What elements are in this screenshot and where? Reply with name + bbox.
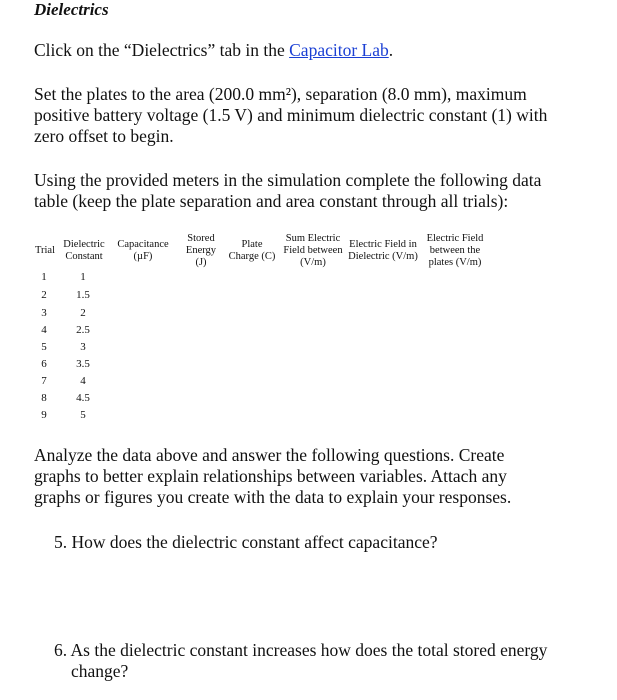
- table-line-2: table (keep the plate separation and area constant through all trials):: [34, 191, 509, 211]
- row-7-trial: 7: [41, 375, 47, 387]
- header-plate-charge: [222, 239, 282, 263]
- capacitor-lab-link[interactable]: Capacitor Lab: [289, 40, 389, 60]
- header-capacitance: [112, 239, 174, 263]
- setup-line-3: zero offset to begin.: [34, 126, 174, 146]
- section-heading: Dielectrics: [34, 0, 109, 19]
- row-2-trial: 2: [41, 289, 47, 301]
- header-energy-l2: Energy: [185, 245, 217, 256]
- header-sum-field-l3: (V/m): [300, 257, 326, 268]
- question-5: 5. How does the dielectric constant affect capacitance?: [54, 532, 438, 552]
- header-field-dielectric: [344, 239, 422, 263]
- setup-line-1: Set the plates to the area (200.0 mm²), separation (8.0 mm), maximum: [34, 84, 527, 104]
- analysis-line-1: Analyze the data above and answer the following questions. Create: [34, 445, 505, 465]
- row-4-dielectric: 2.5: [76, 324, 90, 336]
- header-dielectric-l2: Constant: [65, 251, 103, 262]
- row-6-dielectric: 3.5: [76, 358, 90, 370]
- header-sum-field-l1: Sum Electric: [285, 233, 341, 244]
- row-4-trial: 4: [41, 324, 47, 336]
- question-6-line-2: change?: [71, 661, 129, 681]
- row-9-trial: 9: [41, 409, 47, 421]
- header-field-dielectric-l2: Dielectric (V/m): [348, 251, 418, 262]
- header-charge-l2: Charge (C): [228, 251, 276, 262]
- row-2-dielectric: 1.5: [76, 289, 90, 301]
- analysis-instructions: [34, 445, 604, 508]
- row-5-trial: 5: [41, 341, 47, 353]
- row-1-trial: 1: [41, 271, 47, 283]
- header-field-plates-l3: plates (V/m): [428, 257, 482, 268]
- header-sum-field: [280, 233, 346, 269]
- header-energy-l3: (J): [195, 257, 207, 268]
- header-charge-l1: Plate: [241, 239, 263, 250]
- header-capacitance-l1: Capacitance: [117, 239, 169, 250]
- header-energy-l1: Stored: [187, 233, 215, 244]
- header-trial: Trial: [34, 245, 56, 256]
- row-1-dielectric: 1: [80, 271, 86, 283]
- header-field-dielectric-l1: Electric Field in: [349, 239, 417, 250]
- instruction-tab-text: Click on the “Dielectrics” tab in the: [34, 40, 290, 60]
- row-3-trial: 3: [41, 307, 47, 319]
- row-5-dielectric: 3: [80, 341, 86, 353]
- question-6: [54, 640, 614, 682]
- header-stored-energy: [180, 233, 222, 269]
- row-7-dielectric: 4: [80, 375, 86, 387]
- row-3-dielectric: 2: [80, 307, 86, 319]
- row-6-trial: 6: [41, 358, 47, 370]
- header-sum-field-l2: Field between: [283, 245, 343, 256]
- header-field-plates-l1: Electric Field: [426, 233, 484, 244]
- row-9-dielectric: 5: [80, 409, 86, 421]
- row-8-trial: 8: [41, 392, 47, 404]
- header-capacitance-l2: (µF): [133, 251, 153, 262]
- header-field-plates: [422, 233, 488, 269]
- setup-line-2: positive battery voltage (1.5 V) and minimum dielectric constant (1) with: [34, 105, 548, 125]
- table-line-1: Using the provided meters in the simulation complete the following data: [34, 170, 542, 190]
- question-6-line-1: 6. As the dielectric constant increases how does the total stored energy: [54, 640, 548, 660]
- header-dielectric-l1: Dielectric: [63, 239, 105, 250]
- analysis-line-3: graphs or figures you create with the data to explain your responses.: [34, 487, 512, 507]
- analysis-line-2: graphs to better explain relationships between variables. Attach any: [34, 466, 507, 486]
- header-field-plates-l2: between the: [429, 245, 481, 256]
- header-dielectric-constant: [58, 239, 110, 263]
- instruction-tab-period: .: [388, 40, 394, 60]
- row-8-dielectric: 4.5: [76, 392, 90, 404]
